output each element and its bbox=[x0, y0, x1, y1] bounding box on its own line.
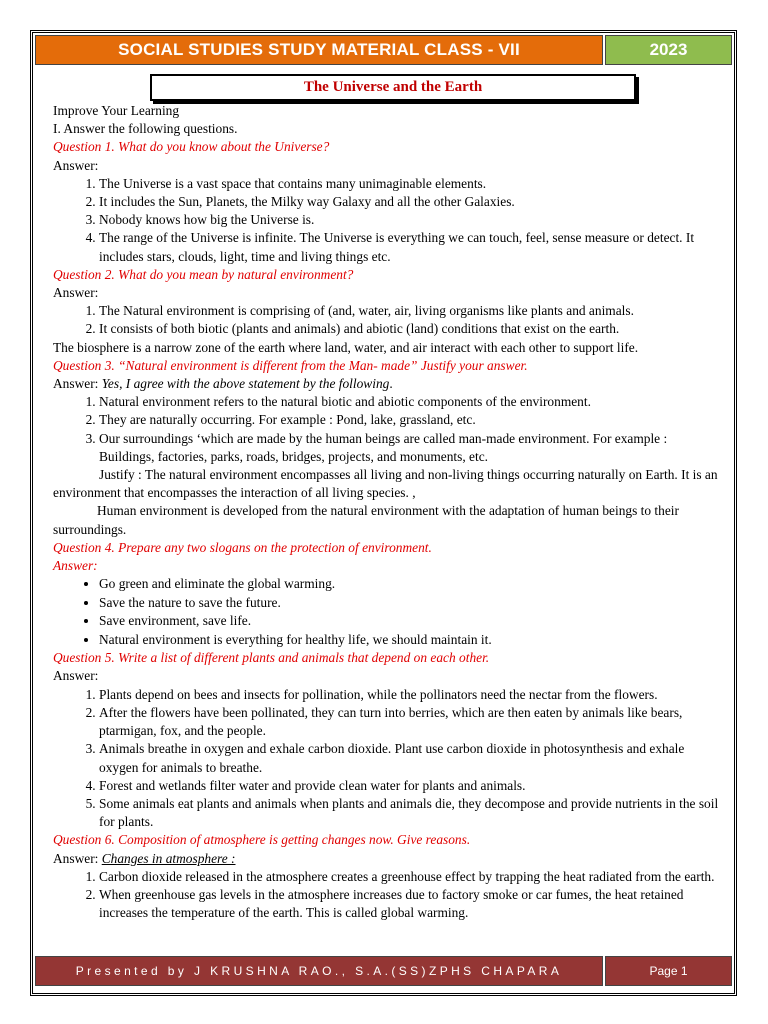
answer-period: . bbox=[389, 376, 393, 392]
answer-list-6 bbox=[53, 868, 725, 923]
answer-label-text: Answer: bbox=[53, 376, 102, 392]
list-item: 1. The Natural environment is comprising of (and, water, air, living organisms like plants and animals. bbox=[99, 302, 725, 320]
list-item: 2. When greenhouse gas levels in the atmosphere increases due to factory smoke or car fumes, the heat retained increases the temperature of the earth. This is called global warming. bbox=[99, 886, 725, 922]
question-4: Question 4. Prepare any two slogans on the protection of environment. bbox=[53, 539, 432, 555]
question-5: Question 5. Write a list of different plants and animals that depend on each other. bbox=[53, 650, 490, 666]
list-item: 1. Plants depend on bees and insects for pollination, while the pollinators need the nectar from the flowers. bbox=[99, 686, 725, 704]
answer-list-3 bbox=[53, 393, 725, 466]
list-item: 2. They are naturally occurring. For example : Pond, lake, grassland, etc. bbox=[99, 411, 725, 429]
list-item: • Natural environment is everything for healthy life, we should maintain it. bbox=[99, 631, 725, 649]
list-item: 5. Some animals eat plants and animals when plants and animals die, they decompose and provide nutrients in the soil for plants. bbox=[99, 795, 725, 831]
answer-label-2: Answer: bbox=[53, 285, 99, 301]
list-item: 1. The Universe is a vast space that contains many unimaginable elements. bbox=[99, 175, 725, 193]
document-title: The Universe and the Earth bbox=[150, 74, 636, 101]
question-1: Question 1. What do you know about the Universe? bbox=[53, 139, 330, 155]
slogan-list bbox=[53, 575, 725, 649]
answer-label-text: Answer: bbox=[53, 850, 102, 866]
list-item: 3. Our surroundings ‘which are made by the human beings are called man-made environment. For example : Buildings, factories, parks, roads, bridges, projects, and monuments, etc. bbox=[99, 430, 725, 466]
header-year: 2023 bbox=[605, 35, 732, 65]
list-item: 2. It consists of both biotic (plants and animals) and abiotic (land) conditions that exist on the earth. bbox=[99, 320, 725, 338]
header-title: SOCIAL STUDIES STUDY MATERIAL CLASS - VII bbox=[35, 35, 603, 65]
footer-presenter: Presented by J KRUSHNA RAO., S.A.(SS)ZPHS CHAPARA bbox=[35, 956, 603, 986]
list-item: 2. It includes the Sun, Planets, the Milky way Galaxy and all the other Galaxies. bbox=[99, 193, 725, 211]
answer-label-5: Answer: bbox=[53, 668, 99, 684]
justify-paragraph bbox=[53, 466, 725, 502]
list-item: 3. Animals breathe in oxygen and exhale carbon dioxide. Plant use carbon dioxide in photosynthesis and exhale oxygen for animals to breathe. bbox=[99, 740, 725, 776]
answer-list-2 bbox=[53, 302, 725, 338]
question-2: Question 2. What do you mean by natural environment? bbox=[53, 266, 354, 282]
answer-subheading: Changes in atmosphere : bbox=[101, 850, 236, 866]
answer-list-1 bbox=[53, 175, 725, 266]
list-item: 1. Natural environment refers to the natural biotic and abiotic components of the environment. bbox=[99, 393, 725, 411]
answer-label-4: Answer: bbox=[53, 558, 98, 574]
list-item: • Save the nature to save the future. bbox=[99, 594, 725, 612]
answer-label-3 bbox=[53, 375, 725, 393]
list-item: 4. The range of the Universe is infinite. The Universe is everything we can touch, feel, sense measure or detect. It includes stars, clouds, light, time and living things etc. bbox=[99, 229, 725, 265]
question-6: Question 6. Composition of atmosphere is getting changes now. Give reasons. bbox=[53, 832, 471, 848]
document-body bbox=[53, 102, 725, 922]
justify-text: Justify : The natural environment encompasses all living and non-living things occurring naturally on Earth. It is an environment that encompasses the interaction of all living species. , bbox=[53, 467, 718, 501]
list-item: 3. Nobody knows how big the Universe is. bbox=[99, 211, 725, 229]
intro-instruction: I. Answer the following questions. bbox=[53, 121, 238, 137]
list-item: 4. Forest and wetlands filter water and provide clean water for plants and animals. bbox=[99, 777, 725, 795]
footer-page-number: Page 1 bbox=[605, 956, 732, 986]
question-3: Question 3. “Natural environment is different from the Man- made” Justify your answer. bbox=[53, 357, 528, 373]
answer-list-5 bbox=[53, 686, 725, 832]
answer-lead: Yes, I agree with the above statement by the following bbox=[101, 376, 390, 392]
list-item: 2. After the flowers have been pollinated, they can turn into berries, which are then eaten by animals like bears, ptarmigan, fox, and the people. bbox=[99, 704, 725, 740]
intro-heading: Improve Your Learning bbox=[53, 103, 180, 118]
human-environment-paragraph: Human environment is developed from the natural environment with the adaptation of human beings to their surroundings. bbox=[53, 503, 679, 537]
list-item: • Go green and eliminate the global warming. bbox=[99, 575, 725, 593]
list-item: • Save environment, save life. bbox=[99, 612, 725, 630]
answer-label-1: Answer: bbox=[53, 157, 99, 173]
page-footer bbox=[35, 956, 732, 986]
page-header bbox=[35, 35, 732, 65]
biosphere-note: The biosphere is a narrow zone of the earth where land, water, and air interact with each other to support life. bbox=[53, 339, 639, 355]
answer-label-6 bbox=[53, 850, 725, 868]
list-item: 1. Carbon dioxide released in the atmosphere creates a greenhouse effect by trapping the heat radiated from the earth. bbox=[99, 868, 725, 886]
